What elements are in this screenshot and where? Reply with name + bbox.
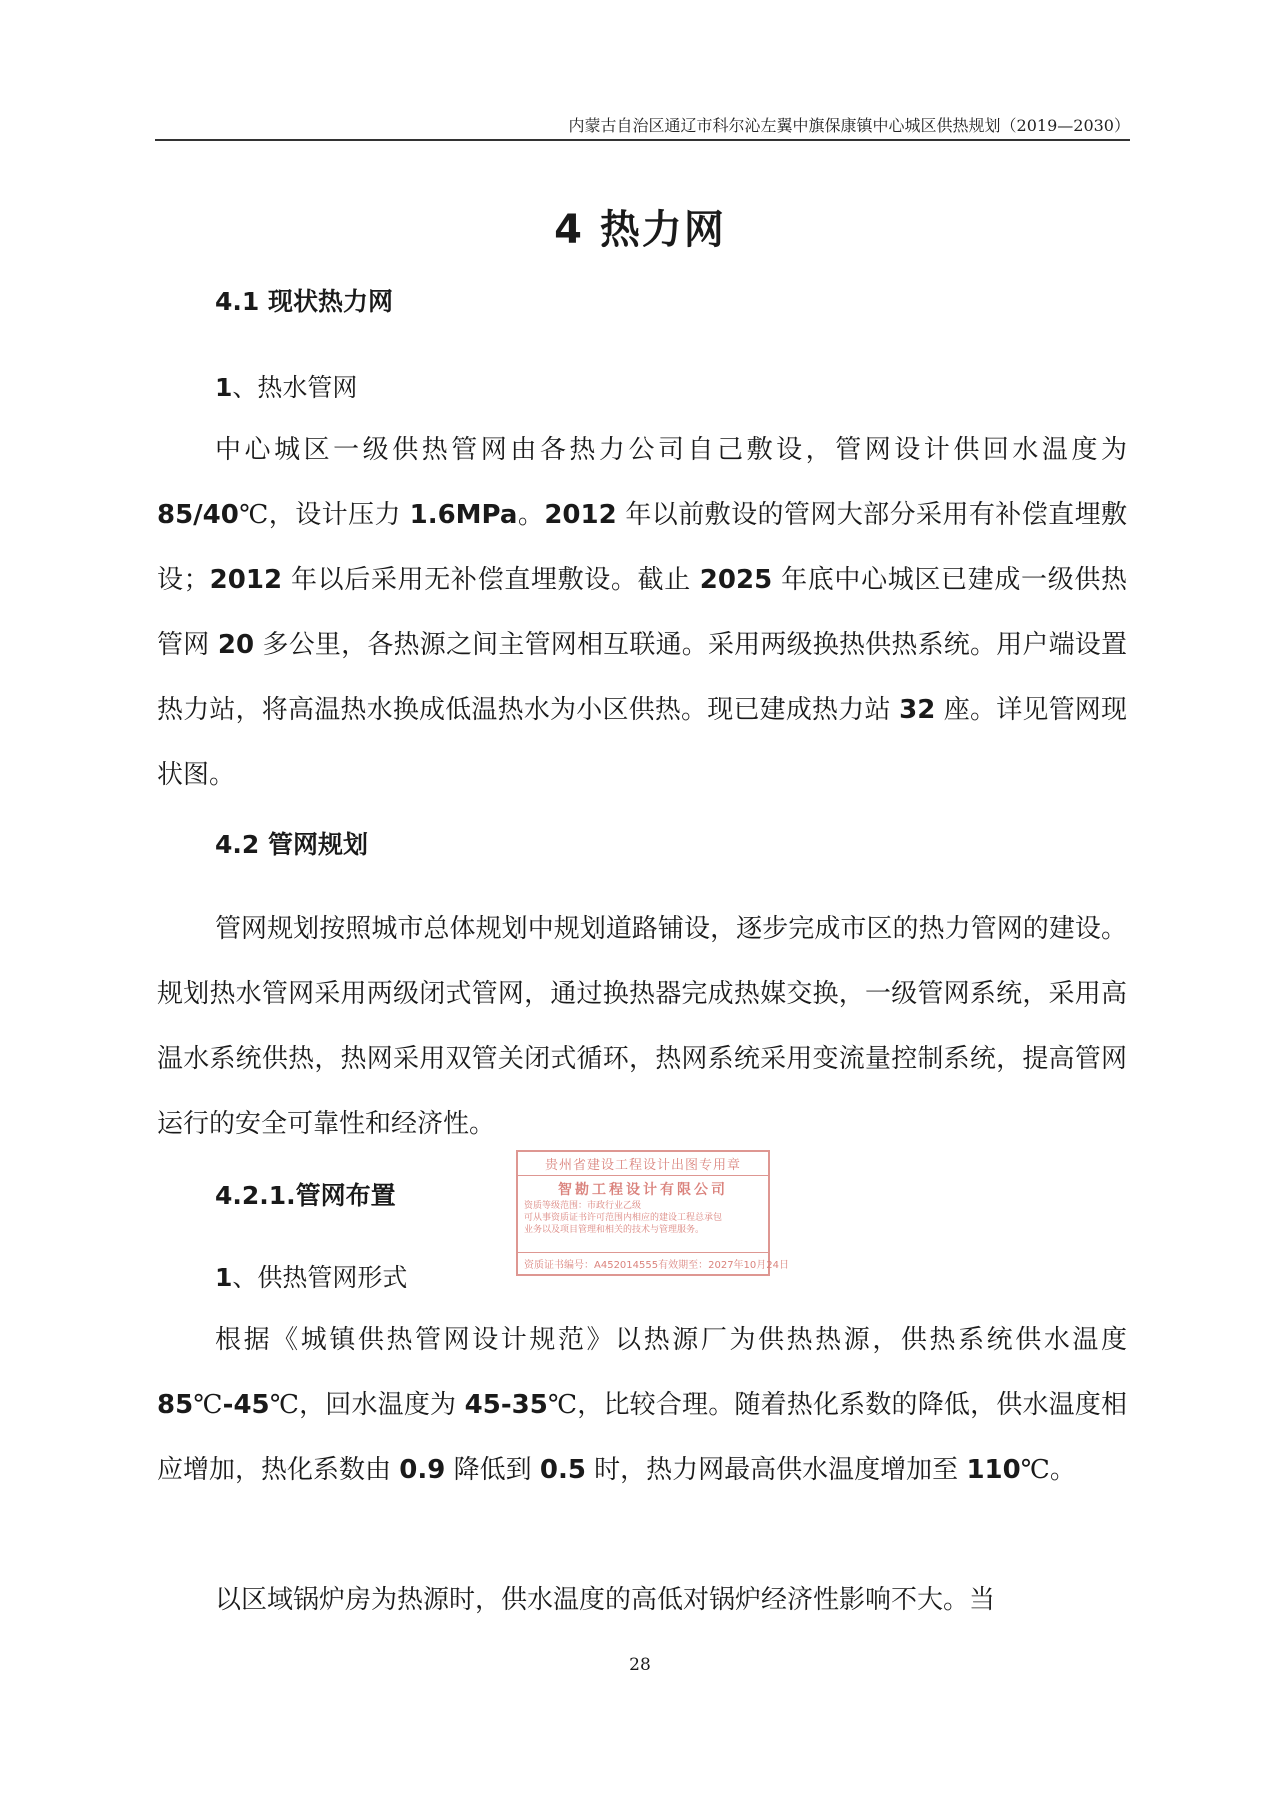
paragraph-text: 年以后采用无补偿直埋敷设。截止 bbox=[282, 565, 700, 595]
bold-value: 0.9 bbox=[399, 1455, 446, 1485]
stamp-bottom: 资质证书编号：A452014555有效期至：2027年10月24日 bbox=[518, 1252, 768, 1274]
subheading-hot-water-network bbox=[215, 368, 357, 404]
bold-value: 45-35 bbox=[464, 1390, 548, 1420]
paragraph-text: ℃，设计压力 bbox=[238, 500, 410, 530]
paragraph-text: 。 bbox=[517, 500, 545, 530]
bold-value: 0.5 bbox=[539, 1455, 586, 1485]
paragraph-text: 多公里，各热源之间主管网相互联通。采用两级换热供热系统。用户端设置热力站，将高温热水换成低温热水为小区供热。现已建成热力站 bbox=[157, 630, 1128, 725]
stamp-top: 贵州省建设工程设计出图专用章 bbox=[518, 1152, 768, 1176]
bold-value: 85 bbox=[157, 1390, 194, 1420]
design-seal-stamp bbox=[516, 1150, 789, 1276]
bold-value: 110 bbox=[966, 1455, 1021, 1485]
section-heading-4-2-1: 4.2.1.管网布置 bbox=[215, 1181, 396, 1210]
subheading-number: 1 bbox=[215, 373, 233, 402]
bold-value: 2012 bbox=[544, 500, 617, 530]
paragraph-text: 中心城区一级供热管网由各热力公司自己敷设，管网设计供回水温度为 bbox=[215, 435, 1127, 465]
paragraph-text: 年底中心城区已建成一级供热管网 bbox=[157, 565, 1128, 660]
stamp-line-2: 可从事资质证书许可范围内相应的建设工程总承包 bbox=[524, 1213, 723, 1223]
paragraph-text: 年以前敷设的管网大部分采用有补偿直埋敷设； bbox=[157, 500, 1127, 595]
paragraph-text: 座。详见管网现状图。 bbox=[157, 695, 1128, 790]
paragraph-text: 时，热力网最高供水温度增加至 bbox=[585, 1455, 967, 1485]
section-heading-4-2: 4.2 管网规划 bbox=[215, 830, 368, 859]
header-rule bbox=[155, 139, 1130, 141]
paragraph-text: ℃，比较合理。随着热化系数的降低，供水温度相应增加，热化系数由 bbox=[157, 1390, 1127, 1485]
paragraph-text: ℃，回水温度为 bbox=[269, 1390, 465, 1420]
bold-value: -45 bbox=[222, 1390, 270, 1420]
bold-value: 1.6MPa bbox=[409, 500, 518, 530]
paragraph-text: 降低到 bbox=[445, 1455, 540, 1485]
paragraph-network-planning: 管网规划按照城市总体规划中规划道路铺设，逐步完成市区的热力管网的建设。规划热水管网采用两级闭式管网，通过换热器完成热媒交换，一级管网系统，采用高温水系统供热，热网采用双管关闭式循环，热网系统采用变流量控制系统，提高管网运行的安全可靠性和经济性。 bbox=[157, 914, 1127, 1139]
paragraph-text: ℃。 bbox=[1020, 1455, 1076, 1485]
paragraph-text: 根据《城镇供热管网设计规范》以热源厂为供热热源，供热系统供水温度 bbox=[215, 1325, 1127, 1355]
paragraph-current-network bbox=[157, 418, 1127, 808]
subheading-number: 1 bbox=[215, 1263, 233, 1292]
stamp-line-3: 业务以及项目管理和相关的技术与管理服务。 bbox=[524, 1225, 705, 1235]
running-header: 内蒙古自治区通辽市科尔沁左翼中旗保康镇中心城区供热规划（2019—2030） bbox=[568, 116, 1130, 135]
paragraph-supply-temperature bbox=[157, 1308, 1127, 1503]
subheading-text: 、供热管网形式 bbox=[232, 1263, 408, 1292]
chapter-title: 4 热力网 bbox=[554, 207, 726, 253]
bold-value: 20 bbox=[217, 630, 255, 660]
subheading-pipe-network-form bbox=[215, 1258, 407, 1294]
bold-value: 2012 bbox=[209, 565, 283, 595]
section-heading-4-1: 4.1 现状热力网 bbox=[215, 287, 393, 316]
stamp-company: 智勘工程设计有限公司 bbox=[558, 1182, 728, 1198]
bold-value: 85/40 bbox=[157, 500, 239, 530]
page-number: 28 bbox=[629, 1655, 651, 1675]
subheading-text: 、热水管网 bbox=[232, 373, 358, 402]
stamp-line-1: 资质等级范围：市政行业乙级 bbox=[524, 1201, 642, 1211]
bold-value: 2025 bbox=[699, 565, 773, 595]
paragraph-text: ℃ bbox=[193, 1390, 223, 1420]
paragraph-boiler-heat-source: 以区域锅炉房为热源时，供水温度的高低对锅炉经济性影响不大。当 bbox=[215, 1585, 996, 1615]
bold-value: 32 bbox=[899, 695, 936, 725]
